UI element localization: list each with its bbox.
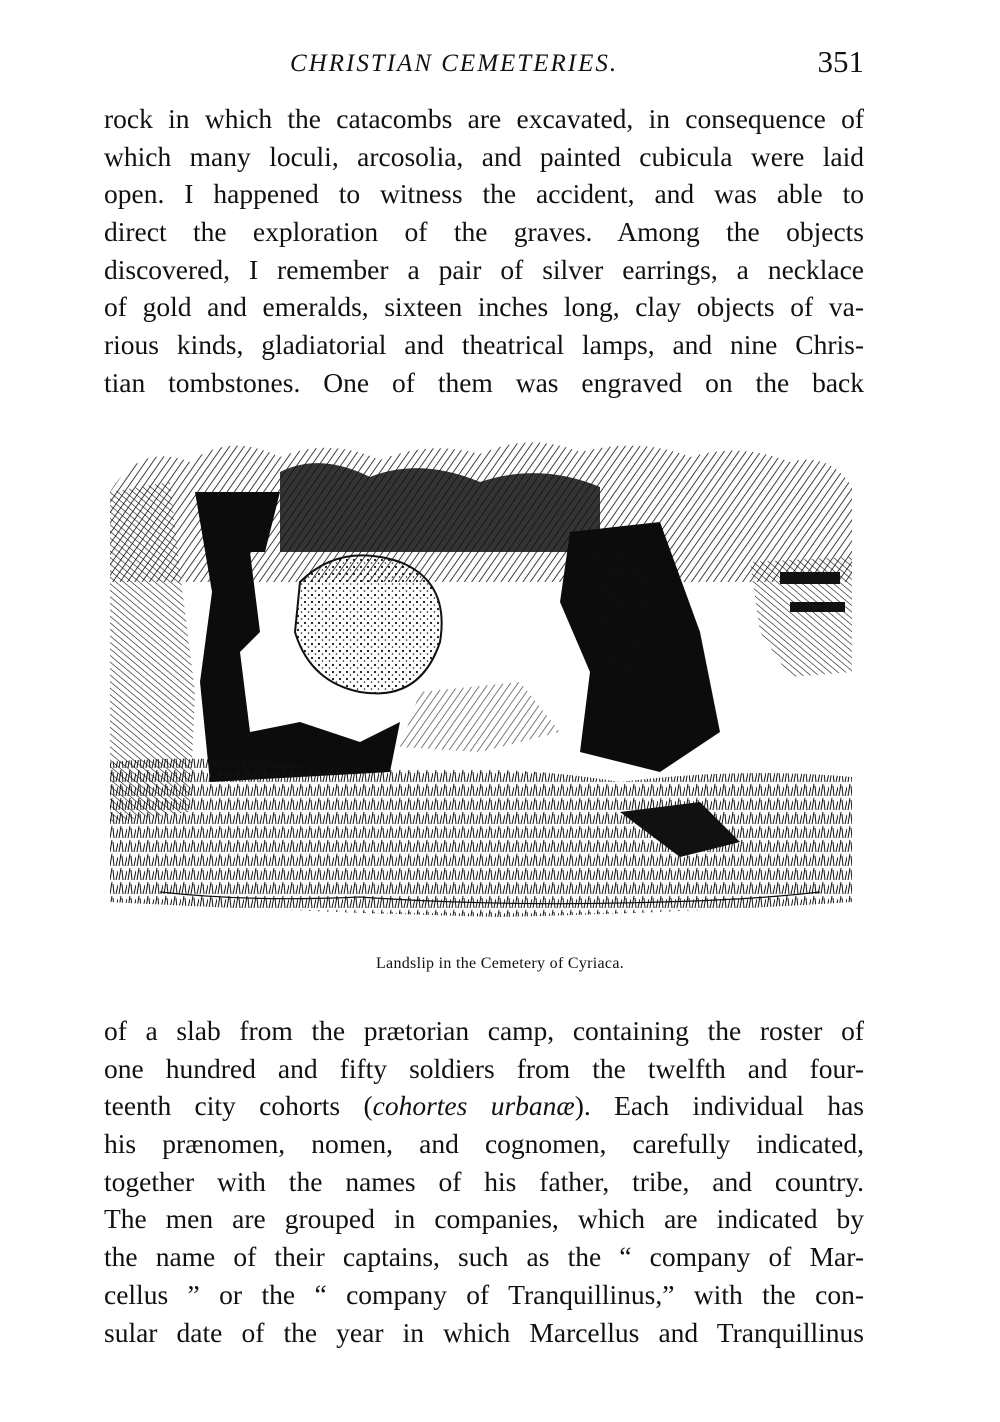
- text-line: together with the names of his father, tribe, and country.: [104, 1165, 864, 1197]
- text-line: The men are grouped in companies, which are indicated by: [104, 1203, 864, 1235]
- debris-slope: [400, 682, 560, 752]
- text-fragment: teenth city cohorts: [104, 1090, 341, 1122]
- paragraph-bottom: [104, 1012, 864, 1351]
- text-line: rock in which the catacombs are excavated, in consequence of: [104, 103, 864, 134]
- text-line: sular date of the year in which Marcellus and Tranquillinus: [104, 1316, 864, 1348]
- text-line: tian tombstones. One of them was engraved on the back: [104, 366, 864, 398]
- figure-caption: Landslip in the Cemetery of Cyriaca.: [375, 955, 625, 972]
- dark-foliage: [280, 463, 600, 552]
- latin-term: cohortes urbanæ: [372, 1090, 575, 1122]
- landslip-illustration: [100, 432, 860, 932]
- masonry-course: [780, 572, 840, 584]
- engraving-image: [100, 432, 860, 932]
- text-line: direct the exploration of the graves. Among the objects: [104, 216, 864, 248]
- text-line: rious kinds, gladiatorial and theatrical lamps, and nine Chris-: [104, 329, 864, 361]
- text-line: which many loculi, arcosolia, and painted cubicula were laid: [104, 140, 864, 172]
- text-line: one hundred and fifty soldiers from the twelfth and four-: [104, 1052, 864, 1084]
- text-fragment: . Each individual has: [583, 1090, 864, 1122]
- text-line: open. I happened to witness the accident, and was able to: [104, 178, 864, 210]
- text-line: the name of their captains, such as the “ company of Mar-: [104, 1241, 864, 1273]
- masonry-course: [790, 602, 845, 612]
- text-line: of a slab from the prætorian camp, containing the roster of: [104, 1015, 864, 1046]
- text-line: cellus ” or the “ company of Tranquillinus,” with the con-: [104, 1278, 864, 1310]
- text-line: of gold and emeralds, sixteen inches long, clay objects of va-: [104, 291, 864, 323]
- fallen-boulder: [295, 555, 442, 693]
- paragraph-top: [104, 100, 864, 402]
- text-line: his prænomen, nomen, and cognomen, carefully indicated,: [104, 1128, 864, 1160]
- running-head: [100, 44, 868, 84]
- grassy-ground: [110, 759, 852, 917]
- running-title: CHRISTIAN CEMETERIES.: [290, 50, 619, 77]
- page-number: 351: [817, 44, 864, 79]
- text-line-with-italic: teenth city cohorts (cohortes urbanæ). Each individual has: [104, 1090, 864, 1122]
- text-line: discovered, I remember a pair of silver earrings, a necklace: [104, 253, 864, 285]
